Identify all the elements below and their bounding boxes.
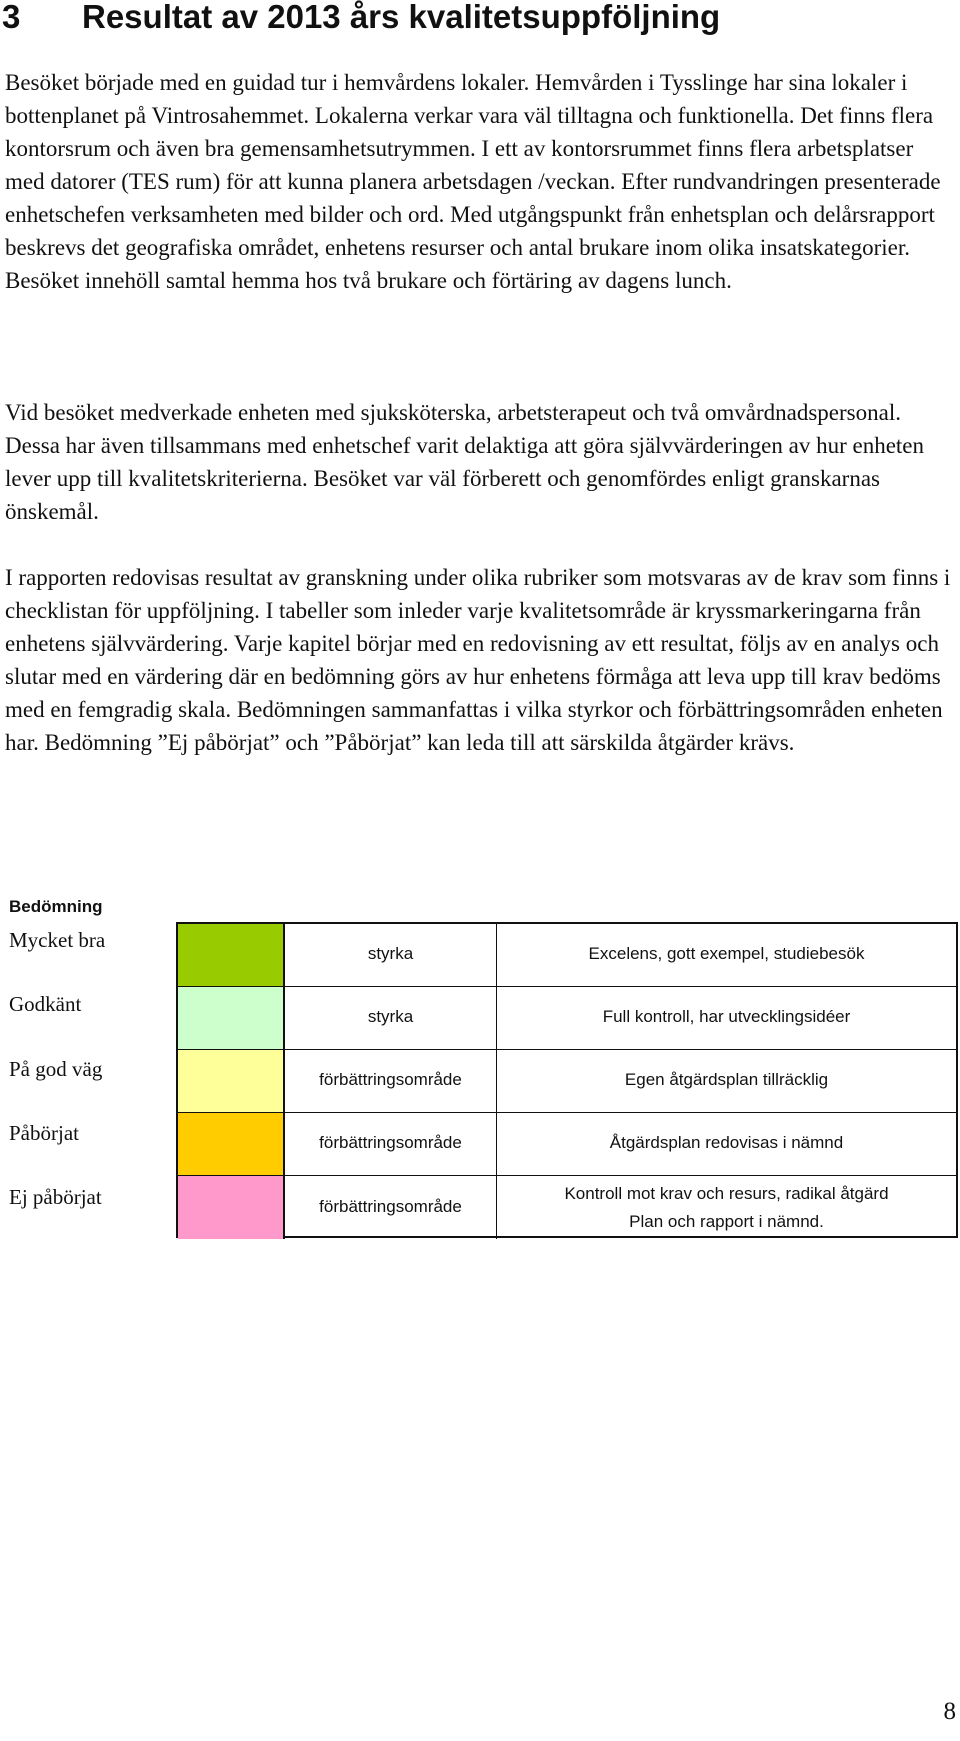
grading-legend-title: Bedömning (9, 897, 103, 916)
grade-category: förbättringsområde (319, 1196, 462, 1216)
grade-color-swatch (178, 1176, 285, 1239)
grade-label-paborjat: Påbörjat (9, 1121, 79, 1145)
grade-color-swatch (178, 1050, 285, 1113)
grading-table (176, 922, 958, 1238)
paragraph-report-structure: I rapporten redovisas resultat av granskning under olika rubriker som motsvaras av de krav som finns i checklistan för uppföljning. I tabeller som inleder varje kvalitetsområde är kryssmarkeringarna från enhetens självvärdering. Varje kapitel börjar med en redovisning av ett resultat, följs av en analys och slutar med en värdering där en bedömning görs av hur enhetens förmåga att leva upp till krav bedöms med en femgradig skala. Bedömningen sammanfattas i vilka styrkor och förbättringsområden enheten har. Bedömning ”Ej påbörjat” och ”Påbörjat” kan leda till att särskilda åtgärder krävs. (5, 565, 951, 755)
grade-label-godkant: Godkänt (9, 992, 82, 1016)
grading-row (178, 1176, 956, 1239)
grade-color-swatch (178, 987, 285, 1050)
page-number: 8 (943, 1698, 956, 1725)
grading-row (178, 987, 956, 1050)
paragraph-visit-description: Besöket började med en guidad tur i hemvårdens lokaler. Hemvården i Tysslinge har sina lokaler i bottenplanet på Vintrosahemmet. Lokalerna verkar vara väl tilltagna och funktionella. Det finns flera kontorsrum och även bra gemensamhetsutrymmen. I ett av kontorsrummet finns flera arbetsplatser med datorer (TES rum) för att kunna planera arbetsdagen /veckan. Efter rundvandringen presenterade enhetschefen verksamheten med bilder och ord. Med utgångspunkt från enhetsplan och delårsrapport beskrevs det geografiska området, enhetens resurser och antal brukare inom olika insatskategorier. Besöket innehöll samtal hemma hos två brukare och förtäring av dagens lunch. (5, 70, 941, 293)
grade-description (496, 1176, 956, 1239)
grade-color-swatch (178, 924, 285, 987)
grade-label-pa-god-vag: På god väg (9, 1057, 103, 1081)
grade-description: Full kontroll, har utvecklingsidéer (496, 987, 956, 1050)
grade-description-line: Plan och rapport i nämnd. (629, 1212, 824, 1231)
grade-category: förbättringsområde (285, 1113, 496, 1176)
grade-description: Egen åtgärdsplan tillräcklig (496, 1050, 956, 1113)
paragraph-participants: Vid besöket medverkade enheten med sjuksköterska, arbetsterapeut och två omvårdnadspersonal. Dessa har även tillsammans med enhetschef varit delaktiga att göra självvärderingen av hur enheten lever upp till kvalitetskriterierna. Besöket var väl förberett och genomfördes enligt granskarnas önskemål. (5, 400, 925, 524)
grade-label-ej-paborjat: Ej påbörjat (9, 1185, 102, 1209)
grade-color-swatch (178, 1113, 285, 1176)
grade-category: styrka (285, 987, 496, 1050)
section-heading (2, 0, 952, 34)
section-title: Resultat av 2013 års kvalitetsuppföljning (82, 0, 721, 35)
grading-row (178, 1113, 956, 1176)
grade-description: Åtgärdsplan redovisas i nämnd (496, 1113, 956, 1176)
grading-row (178, 1050, 956, 1113)
grade-category: styrka (285, 924, 496, 987)
section-number: 3 (2, 0, 21, 35)
grade-category: förbättringsområde (285, 1050, 496, 1113)
grade-description-line: Kontroll mot krav och resurs, radikal åtgärd (564, 1184, 889, 1203)
grading-row (178, 924, 956, 987)
grade-description: Excelens, gott exempel, studiebesök (496, 924, 956, 987)
grade-label-mycket-bra: Mycket bra (9, 928, 106, 952)
